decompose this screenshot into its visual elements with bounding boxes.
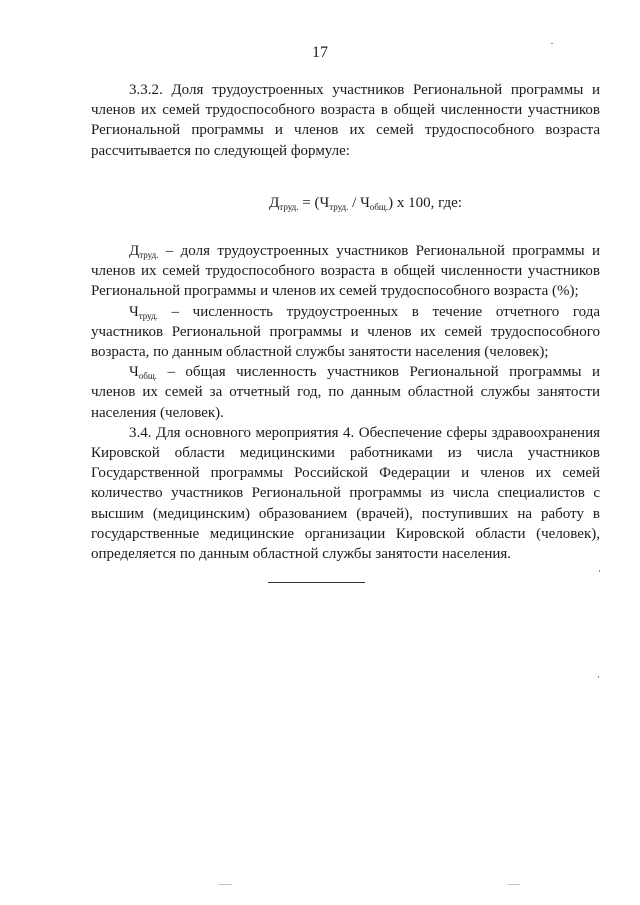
section-3-3-2-paragraph: 3.3.2. Доля трудоустроенных участников Региональной программы и членов их семей трудоспособного возраста в общей численности участников Региональной программы и членов их семей трудоспособного возраста рассчитывается по следующей формуле: [91,82,600,159]
definition-ch-trud [91,302,600,363]
scan-speck [508,884,520,885]
formula-lhs: $Д_{труд.}$ [269,194,299,212]
definition-text: – доля трудоустроенных участников Региональной программы и членов их семей трудоспособного возраста в общей численности участников Региональной программы и членов их семей трудоспособного возраста (%); [91,243,600,300]
formula-denominator: $Ч_{общ.}$ [360,194,389,212]
definition-symbol: $Ч_{труд.}$ [129,303,158,321]
scan-speck [599,570,600,572]
document-body [91,80,600,564]
page-number: 17 [312,44,328,61]
formula-numerator: $Ч_{труд.}$ [319,194,349,212]
formula-eq-open: = ( [298,194,320,211]
end-of-text-rule [268,582,365,583]
formula-tail: ) x 100, где: [388,194,462,211]
definition-ch-obshch [91,362,600,423]
definition-text: – общая численность участников Региональной программы и членов их семей за отчетный год, по данным областной службы занятости населения (человек). [91,364,600,421]
scan-speck [598,676,599,678]
definition-symbol: $Д_{труд.}$ [129,243,159,261]
scan-speck [551,43,553,44]
definition-d-trud [91,241,600,302]
definition-text: – численность трудоустроенных в течение отчетного года участников Региональной программы и членов их семей трудоспособного возраста, по данным областной службы занятости населения (человек); [91,303,600,361]
formula-slash: / [348,194,361,211]
section-3-4-paragraph: 3.4. Для основного мероприятия 4. Обеспечение сферы здравоохранения Кировской области медицинскими работниками из числа участников Государственной программы Российской Федерации и членов их семей количество участников Региональной программы из числа специалистов с высшим (медицинским) образованием (врачей), поступивших на работу в государственные медицинские организации Кировской области (человек), определяется по данным областной службы занятости населения. [91,424,600,563]
scan-speck [218,884,232,885]
formula [131,193,600,213]
definition-symbol: $Ч_{общ.}$ [129,364,158,382]
